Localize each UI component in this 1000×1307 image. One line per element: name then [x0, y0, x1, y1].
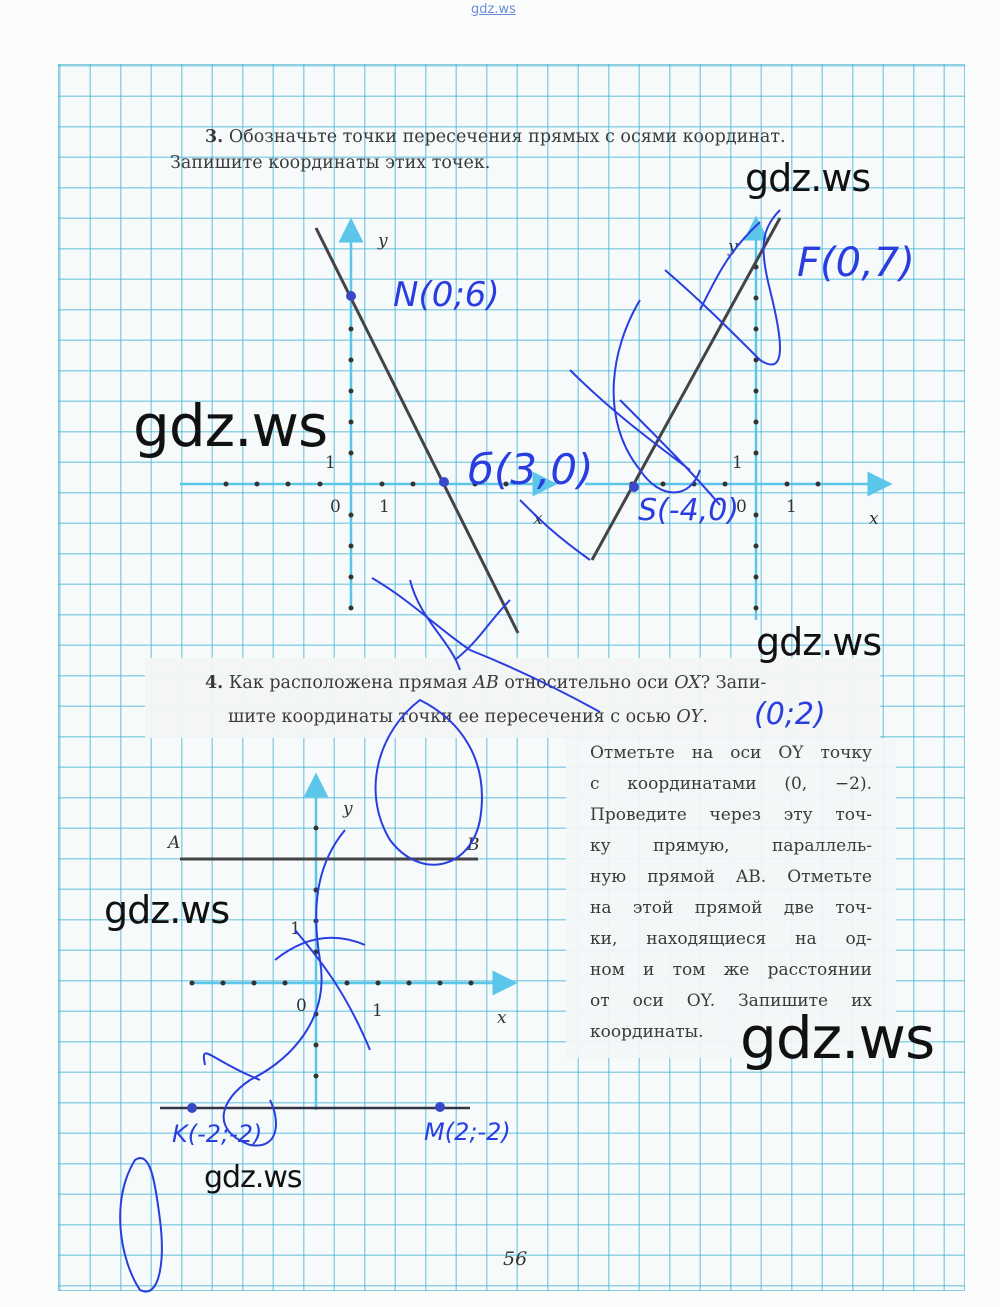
task4-text-b: относительно оси	[498, 673, 675, 693]
side-note-line: координаты.	[590, 1022, 704, 1042]
hand-k-point: K(-2;-2)	[172, 1120, 263, 1148]
task4-text-c: ? Запи-	[700, 673, 767, 693]
graph1-y-label: y	[378, 231, 388, 251]
graph3-one-x: 1	[372, 1001, 383, 1021]
side-note-line: с координатами (0, −2).	[590, 774, 872, 794]
graph3	[160, 785, 507, 1113]
side-note-line: ную прямой AB. Отметьте	[590, 867, 872, 887]
task3-line1-text: Обозначьте точки пересечения прямых с осями координат.	[228, 127, 786, 147]
top-watermark-link[interactable]: gdz.ws	[471, 2, 516, 17]
graph3-point-b-label: B	[467, 835, 480, 855]
side-note-line: ку прямую, параллель-	[590, 836, 872, 856]
task3-line2: Запишите координаты этих точек.	[170, 153, 491, 173]
scribble-1	[372, 578, 600, 712]
graph3-point-m	[435, 1102, 445, 1112]
hand-m-point: M(2;-2)	[424, 1118, 511, 1146]
hand-s-point: S(-4,0)	[638, 493, 739, 528]
task4-text-d: шите координаты точки ее пересечения с осью	[228, 707, 677, 727]
graph3-zero: 0	[296, 996, 307, 1016]
graph1-one-x: 1	[379, 497, 390, 517]
task4-text-a: Как расположена прямая	[228, 673, 474, 693]
graph2-one-y: 1	[732, 453, 743, 473]
side-note-line: ки, находящиеся на од-	[590, 929, 872, 949]
side-note-line: Отметьте на оси OY точку	[590, 743, 872, 763]
watermark: gdz.ws	[740, 1004, 935, 1072]
task4-ox: OX	[674, 673, 701, 693]
graph3-y-label: y	[343, 799, 353, 819]
graph3-point-k	[187, 1103, 197, 1113]
scribble-6	[520, 500, 590, 560]
hand-n-point: N(0;6)	[393, 275, 500, 315]
graph1-x-label: x	[533, 509, 543, 529]
graph2-point-s	[629, 482, 639, 492]
graph1-zero: 0	[330, 497, 341, 517]
hand-f-point: F(0,7)	[797, 240, 915, 286]
page-number: 56	[503, 1248, 528, 1270]
graph2-x-label: x	[869, 509, 879, 529]
task4-oy: OY	[676, 707, 703, 727]
watermark: gdz.ws	[104, 888, 230, 932]
hand-oy-answer: (0;2)	[754, 697, 826, 732]
graph3-point-a-label: A	[168, 833, 181, 853]
task3-number: 3.	[205, 127, 224, 147]
side-note-line: на этой прямой две точ-	[590, 898, 872, 918]
hand-b-point: б(3,0)	[468, 445, 594, 494]
graph2-zero: 0	[736, 497, 747, 517]
task4-number: 4.	[205, 673, 224, 693]
watermark: gdz.ws	[756, 620, 882, 664]
watermark: gdz.ws	[133, 392, 328, 460]
scribble-2	[224, 830, 345, 1146]
scribble-oval	[376, 700, 482, 865]
task4-text-e: .	[702, 707, 708, 727]
graph3-ticks	[190, 826, 474, 1079]
task4-ab: AB	[473, 673, 499, 693]
side-note-line: от оси OY. Запишите их	[590, 991, 872, 1011]
scribble-5	[665, 210, 780, 365]
side-note-line: Проведите через эту точ-	[590, 805, 872, 825]
graph1-point-n	[346, 291, 356, 301]
graph3-one-y: 1	[290, 919, 301, 939]
graph2-one-x: 1	[786, 497, 797, 517]
graph1-ticks	[224, 327, 509, 611]
graph2-y-label: y	[728, 237, 738, 257]
scribble-3	[204, 930, 370, 1080]
watermark: gdz.ws	[745, 156, 871, 200]
watermark: gdz.ws	[204, 1160, 302, 1195]
graph1-point-b	[439, 477, 449, 487]
graph3-x-label: x	[497, 1008, 507, 1028]
scribble-loop	[120, 1158, 162, 1291]
graph1-one-y: 1	[325, 453, 336, 473]
side-note-line: ном и том же расстоянии	[590, 960, 872, 980]
